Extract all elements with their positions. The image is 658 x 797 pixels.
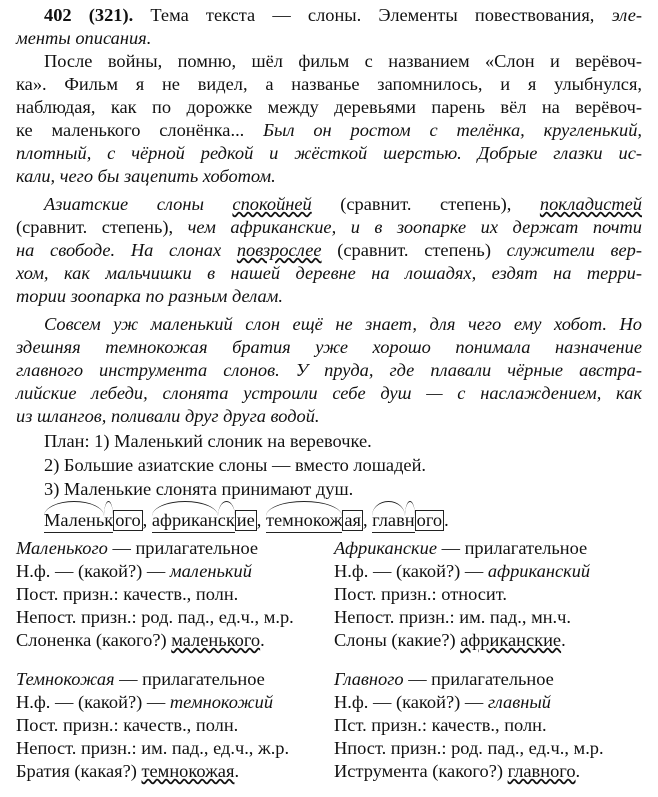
root-mark: Малень bbox=[44, 510, 105, 530]
p2-underlined-word: спокойней bbox=[232, 194, 312, 214]
analysis-block-3 bbox=[16, 668, 289, 783]
p2-line-2 bbox=[16, 216, 642, 239]
p3-line-5: из шлангов, поливали друг друга водой. bbox=[16, 406, 320, 426]
exercise-title: Тема текста — слоны. Элементы повествования, bbox=[133, 5, 612, 25]
example-underlined: маленького bbox=[171, 630, 261, 650]
morpheme-word-4 bbox=[372, 508, 414, 533]
p3-line-1: Совсем уж маленький слон ещё не знает, для чего ему хобот. Но bbox=[44, 314, 642, 334]
example-underlined: африканские bbox=[460, 630, 562, 650]
example-underlined: главного bbox=[507, 761, 576, 781]
ending-box: ого bbox=[115, 510, 141, 530]
exercise-title-italic: эле- bbox=[611, 5, 643, 25]
analysis-word: Африканские bbox=[334, 538, 437, 558]
part-of-speech: — прилагательное bbox=[107, 538, 259, 558]
p2-underlined-word: повзрослее bbox=[236, 240, 322, 260]
example-end: . bbox=[561, 630, 566, 650]
variable-features: Непост. призн.: им. пад., мн.ч. bbox=[334, 607, 571, 627]
constant-features: Пост. призн.: качеств., полн. bbox=[16, 584, 239, 604]
initial-form bbox=[16, 691, 289, 714]
p2-text: Азиатские слоны bbox=[44, 194, 233, 214]
syntax-example bbox=[16, 629, 294, 652]
plan-item-2: 2) Большие азиатские слоны — вместо лошадей. bbox=[44, 455, 427, 475]
p2-text: чем африканские, и в зоопарке их держат почти bbox=[187, 217, 642, 237]
initial-form bbox=[334, 560, 590, 583]
suffix-mark: ск bbox=[217, 510, 235, 530]
p2-line-1 bbox=[44, 193, 642, 216]
example-underlined: темнокожая bbox=[141, 761, 235, 781]
morpheme-analysis-row bbox=[44, 508, 449, 533]
constant-features: Пост. призн.: относит. bbox=[334, 584, 507, 604]
initial-form-value: африканский bbox=[487, 561, 591, 581]
initial-form-value: маленький bbox=[169, 561, 252, 581]
example-text: Братия (какая?) bbox=[16, 761, 142, 781]
root-mark: африкан bbox=[151, 510, 218, 530]
part-of-speech: — прилагательное bbox=[403, 669, 554, 689]
separator: , bbox=[362, 510, 373, 530]
analysis-block-4 bbox=[334, 668, 604, 783]
initial-form-label: Н.ф. — (какой?) — bbox=[16, 561, 170, 581]
variable-features: Непост. призн.: род. пад., ед.ч., м.р. bbox=[16, 607, 294, 627]
initial-form-label: Н.ф. — (какой?) — bbox=[334, 561, 488, 581]
morpheme-word-1 bbox=[44, 508, 113, 533]
p1-line-4-plain: ке маленького слонёнка... bbox=[16, 120, 264, 140]
initial-form bbox=[334, 691, 604, 714]
syntax-example bbox=[16, 760, 289, 783]
p3-line-2: здешняя темнокожая братия уже хорошо понимала назначение bbox=[16, 337, 642, 357]
p2-underlined-word: покладистей bbox=[539, 194, 642, 214]
variable-features: Непост. призн.: им. пад., ед.ч., ж.р. bbox=[16, 738, 290, 758]
analysis-heading bbox=[334, 537, 590, 560]
analysis-block-2 bbox=[334, 537, 590, 652]
initial-form-value: главный bbox=[487, 692, 551, 712]
separator: . bbox=[444, 510, 449, 530]
example-end: . bbox=[575, 761, 581, 781]
morpheme-word-3 bbox=[266, 508, 342, 533]
separator: , bbox=[142, 510, 152, 530]
initial-form-label: Н.ф. — (какой?) — bbox=[334, 692, 488, 712]
syntax-example bbox=[334, 760, 604, 783]
exercise-title-cont: менты описания. bbox=[16, 28, 152, 48]
exercise-number: 402 (321). bbox=[44, 5, 134, 25]
root-mark: темнокож bbox=[265, 510, 343, 530]
analysis-block-1 bbox=[16, 537, 294, 652]
example-end: . bbox=[234, 761, 240, 781]
ending-box: ая bbox=[344, 510, 361, 530]
exercise-header bbox=[0, 4, 658, 27]
ending-box: ого bbox=[416, 510, 443, 530]
plan-item-1: План: 1) Маленький слоник на веревочке. bbox=[44, 431, 372, 451]
example-text: Слоненка (какого?) bbox=[16, 630, 172, 650]
root-mark: глав bbox=[372, 510, 405, 530]
p1-line-4 bbox=[16, 119, 642, 142]
p2-line-3 bbox=[16, 239, 642, 262]
p1-line-5: плотный, с чёрной редкой и жёсткой шерстью. Добрые глазки ис- bbox=[16, 143, 642, 163]
p1-line-2: ка». Фильм я не видел, а названье запомнилось, и я улыбнулся, bbox=[16, 74, 642, 94]
analysis-heading bbox=[16, 537, 294, 560]
p2-text: на свободе. На слонах bbox=[16, 240, 237, 260]
p2-note: (сравнит. степень), bbox=[311, 194, 540, 214]
p1-line-6: кали, чего бы зацепить хоботом. bbox=[16, 166, 276, 186]
p3-line-4: лийские лебеди, слонята устроили себе душ — с наслаждением, как bbox=[16, 383, 642, 403]
morpheme-word-2 bbox=[152, 508, 235, 533]
p2-note: (сравнит. степень) bbox=[321, 240, 507, 260]
analysis-word: Темнокожая bbox=[16, 669, 115, 689]
p1-line-1: После войны, помню, шёл фильм с названием «Слон и верёвоч- bbox=[44, 51, 642, 71]
p3-line-3: главного инструмента слонов. У пруда, где плавали чёрные австра- bbox=[16, 360, 642, 380]
ending-box: ие bbox=[236, 510, 255, 530]
part-of-speech: — прилагательное bbox=[114, 669, 265, 689]
initial-form-label: Н.ф. — (какой?) — bbox=[16, 692, 170, 712]
variable-features: Нпост. призн.: род. пад., ед.ч., м.р. bbox=[334, 738, 604, 758]
analysis-word: Маленького bbox=[16, 538, 108, 558]
p2-text: служители вер- bbox=[506, 240, 642, 260]
plan-item-3: 3) Маленькие слонята принимают душ. bbox=[44, 479, 354, 499]
analysis-heading bbox=[16, 668, 289, 691]
separator: , bbox=[256, 510, 266, 530]
suffix-mark: к bbox=[104, 510, 114, 530]
p2-line-5: тории зоопарка по разным делам. bbox=[16, 286, 283, 306]
p1-line-4-italic: Был он ростом с телёнка, кругленький, bbox=[263, 120, 642, 140]
syntax-example bbox=[334, 629, 590, 652]
example-text: Иструмента (какого?) bbox=[334, 761, 508, 781]
p2-line-4: хом, как мальчишки в нашей деревне на лошадях, ездят на терри- bbox=[16, 263, 642, 283]
constant-features: Пост. призн.: качеств., полн. bbox=[16, 715, 239, 735]
p1-line-3: наблюдая, как по дорожке между деревьями парень вёл на верёвоч- bbox=[16, 97, 642, 117]
constant-features: Пст. призн.: качеств., полн. bbox=[334, 715, 547, 735]
example-text: Слоны (какие?) bbox=[334, 630, 461, 650]
example-end: . bbox=[260, 630, 265, 650]
part-of-speech: — прилагательное bbox=[437, 538, 588, 558]
analysis-word: Главного bbox=[334, 669, 404, 689]
analysis-heading bbox=[334, 668, 604, 691]
initial-form bbox=[16, 560, 294, 583]
suffix-mark: н bbox=[404, 510, 415, 530]
initial-form-value: темнокожий bbox=[169, 692, 274, 712]
p2-note: (сравнит. степень), bbox=[16, 217, 188, 237]
